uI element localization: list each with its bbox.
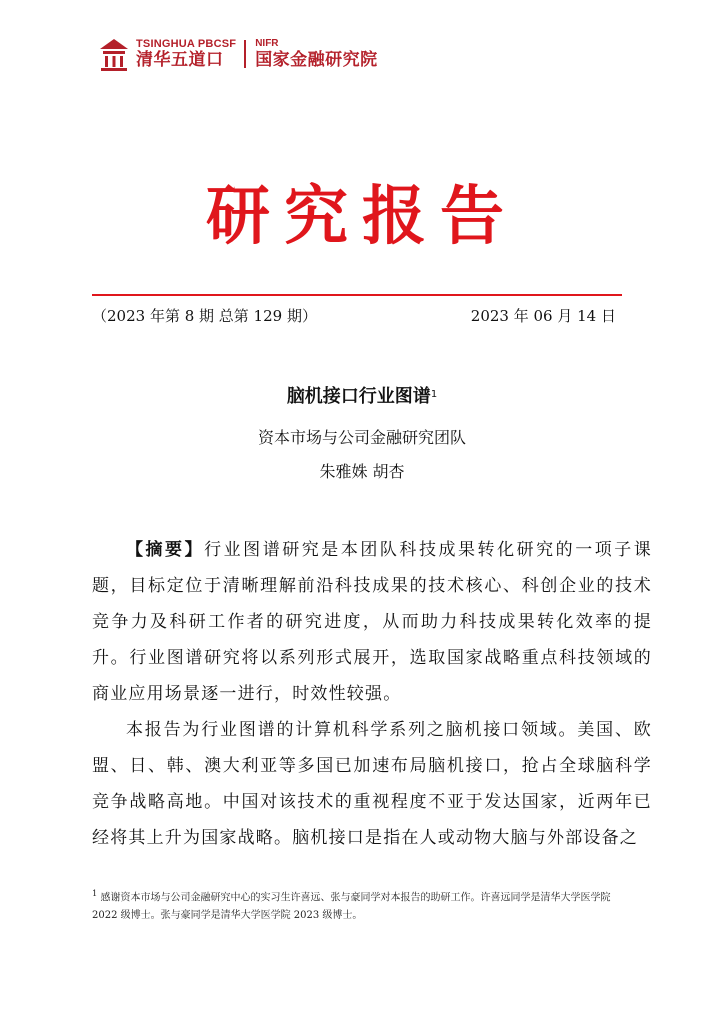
- title-divider: [92, 294, 622, 296]
- footnote-reference: 1: [430, 389, 438, 400]
- abstract-paragraph: [92, 532, 652, 712]
- tsinghua-pbcsf-logo-icon: [98, 37, 130, 71]
- nifr-chinese-name: 国家金融研究院: [255, 50, 378, 70]
- body-paragraph: 本报告为行业图谱的计算机科学系列之脑机接口领域。美国、欧盟、日、韩、澳大利亚等多国已加速布局脑机接口，抢占全球脑科学竞争战略高地。中国对该技术的重视程度不亚于发达国家，近两年已经将其上升为国家战略。脑机接口是指在人或动物大脑与外部设备之: [92, 720, 652, 848]
- issue-number: （2023 年第 8 期 总第 129 期）: [92, 307, 317, 325]
- logo-divider: [244, 40, 246, 68]
- abstract-text: 行业图谱研究是本团队科技成果转化研究的一项子课题，目标定位于清晰理解前沿科技成果的技术核心、科创企业的技术竞争力及科研工作者的研究进度，从而助力科技成果转化效率的提升。行业图谱研究将以系列形式展开，选取国家战略重点科技领域的商业应用场景逐一进行，时效性较强。: [92, 540, 652, 704]
- abstract-label: 【摘要】: [126, 540, 205, 560]
- body-text: [92, 532, 652, 856]
- footnote: [92, 884, 632, 925]
- footnote-mark: 1: [92, 888, 98, 898]
- report-date: 2023 年 06 月 14 日: [470, 307, 616, 325]
- authors: 朱雅姝 胡杏: [319, 462, 405, 481]
- report-title: 研究报告: [206, 179, 518, 254]
- header-logo: [98, 36, 378, 72]
- nifr-english-name: NIFR: [255, 38, 279, 49]
- footnote-text: 感谢资本市场与公司金融研究中心的实习生许喜远、张与豪同学对本报告的助研工作。许喜远同学是清华大学医学院 2022 级博士。张与豪同学是清华大学医学院 2023 级博士。: [92, 892, 611, 922]
- document-title: [0, 384, 724, 410]
- research-team: 资本市场与公司金融研究团队: [257, 428, 466, 447]
- logo-chinese-name: 清华五道口: [136, 50, 224, 70]
- document-title-text: 脑机接口行业图谱: [286, 386, 431, 407]
- logo-english-name: TSINGHUA PBCSF: [136, 38, 237, 50]
